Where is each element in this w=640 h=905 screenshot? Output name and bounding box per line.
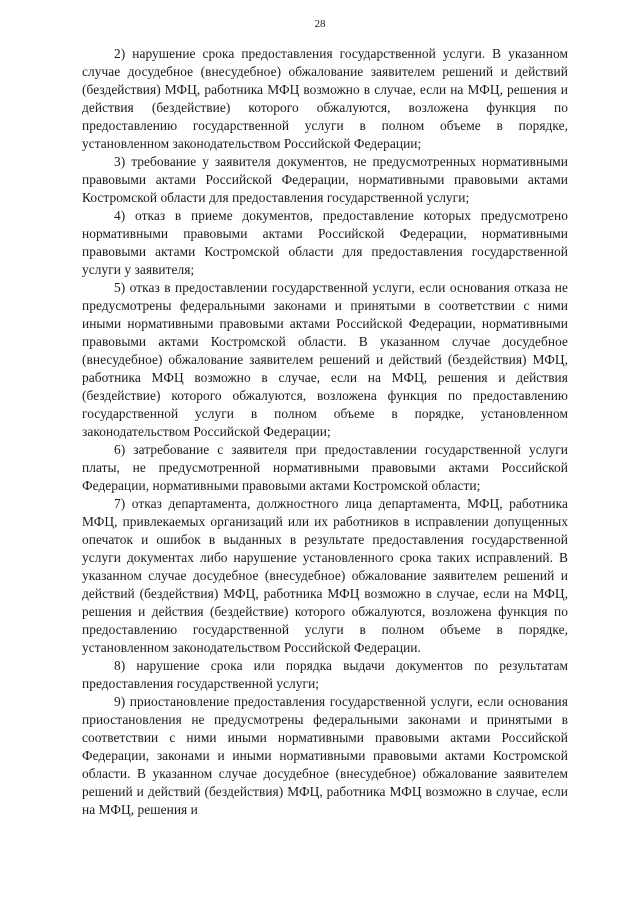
page-number: 28 <box>314 18 326 30</box>
paragraph-item-2: 2) нарушение срока предоставления государственной услуги. В указанном случае досудебное (внесудебное) обжалование заявителем решений и действий (бездействия) МФЦ, работника МФЦ возможно в случае, если на МФЦ, решения и действия (бездействие) которого обжалуются, возложена функция по предоставлению государственной услуги в полном объеме в порядке, установленном законодательством Российской Федерации; <box>82 46 568 151</box>
paragraph-item-7: 7) отказ департамента, должностного лица департамента, МФЦ, работника МФЦ, привлекаемых организаций или их работников в исправлении допущенных опечаток и ошибок в выданных в результате предоставления государственной услуги документах либо нарушение установленного срока таких исправлений. В указанном случае досудебное (внесудебное) обжалование заявителем решений и действий (бездействия) МФЦ, работника МФЦ возможно в случае, если на МФЦ, решения и действия (бездействие) которого обжалуются, возложена функция по предоставлению государственной услуги в полном объеме в порядке, установленном законодательством Российской Федерации. <box>82 496 568 655</box>
paragraph-item-5: 5) отказ в предоставлении государственной услуги, если основания отказа не предусмотрены федеральными законами и принятыми в соответствии с ними иными нормативными правовыми актами Российской Федерации, нормативными правовыми актами Костромской области. В указанном случае досудебное (внесудебное) обжалование заявителем решений и действий (бездействия) МФЦ, работника МФЦ возможно в случае, если на МФЦ, решения и действия (бездействие) которого обжалуются, возложена функция по предоставлению государственной услуги в полном объеме в порядке, установленном законодательством Российской Федерации; <box>82 280 568 439</box>
paragraph-item-6: 6) затребование с заявителя при предоставлении государственной услуги платы, не предусмотренной нормативными правовыми актами Российской Федерации, нормативными правовыми актами Костромской области; <box>82 442 568 493</box>
paragraph-item-4: 4) отказ в приеме документов, предоставление которых предусмотрено нормативными правовыми актами Российской Федерации, нормативными правовыми актами Костромской области для предоставления государственной услуги у заявителя; <box>82 208 568 277</box>
paragraph-item-3: 3) требование у заявителя документов, не предусмотренных нормативными правовыми актами Российской Федерации, нормативными правовыми актами Костромской области для предоставления государственной услуги; <box>82 154 568 205</box>
document-body <box>82 45 568 819</box>
paragraph-item-8: 8) нарушение срока или порядка выдачи документов по результатам предоставления государственной услуги; <box>82 658 568 691</box>
paragraph-item-9: 9) приостановление предоставления государственной услуги, если основания приостановления не предусмотрены федеральными законами и принятыми в соответствии с ними иными нормативными правовыми актами Российской Федерации, законами и иными нормативными правовыми актами Костромской области. В указанном случае досудебное (внесудебное) обжалование заявителем решений и действий (бездействия) МФЦ, работника МФЦ возможно в случае, если на МФЦ, решения и <box>82 694 568 817</box>
